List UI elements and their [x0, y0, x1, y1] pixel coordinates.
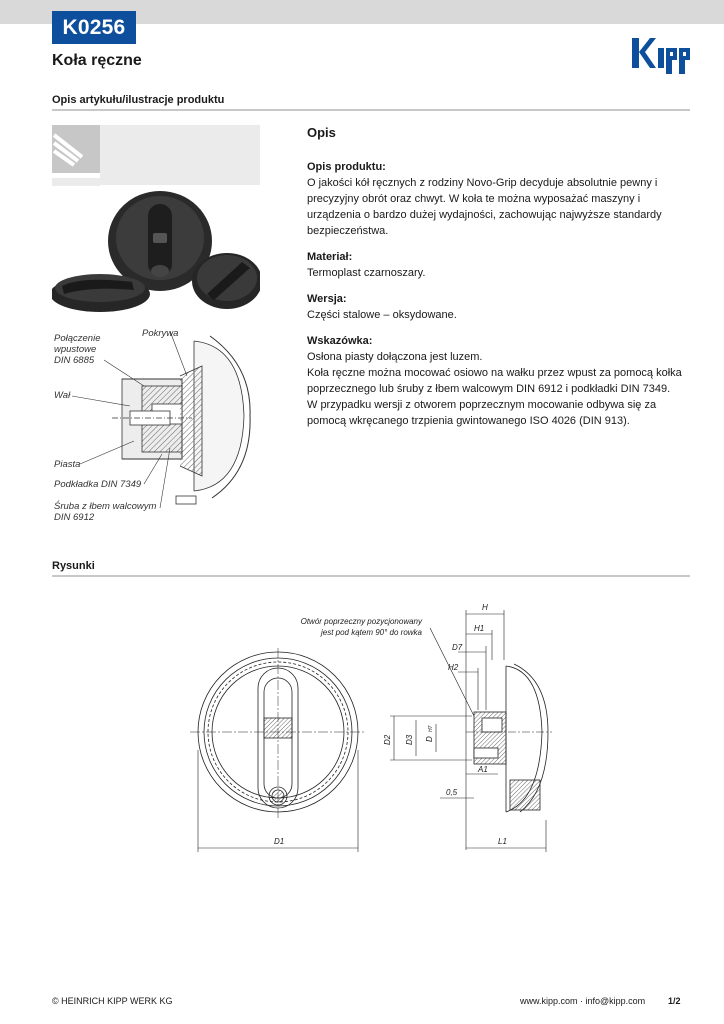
product-illustration — [52, 186, 260, 540]
material-label: Materiał: — [307, 251, 353, 263]
product-code-badge: K0256 — [52, 11, 136, 44]
description-heading: Opis — [307, 125, 336, 140]
product-text: O jakości kół ręcznych z rodziny Novo-Grip decyduje absolutnie pewny i precyzyjny obrót oraz chwyt. W koła te można wyposażać maszyny i urządzenia o bardzo dużej wydajności, zachowując najwyższe standardy bezpieczeństwa. — [307, 177, 662, 237]
callout-hub: Piasta — [54, 459, 81, 470]
version-text: Części stalowe – oksydowane. — [307, 309, 457, 321]
callout-connection-2: wpustowe — [54, 344, 97, 355]
page-title: Koła ręczne — [52, 52, 142, 69]
footer-copyright: © HEINRICH KIPP WERK KG — [52, 996, 173, 1006]
photo-frame-top — [100, 125, 260, 185]
footer-contact: www.kipp.com · info@kipp.com — [520, 996, 646, 1006]
description-panel — [307, 125, 692, 439]
section-heading-illustrations: Opis artykułu/ilustracje produktu — [52, 94, 225, 106]
note-label: Wskazówka: — [307, 335, 373, 347]
note-line: Osłona piasty dołączona jest luzem. — [307, 351, 483, 363]
category-icon — [52, 125, 100, 173]
dim-gap: 0,5 — [446, 788, 458, 797]
dim-H1: H1 — [474, 624, 485, 633]
callout-screw: Śruba z łbem walcowym — [54, 501, 157, 512]
callout-screw-2: DIN 6912 — [54, 512, 95, 523]
dim-H2: H2 — [448, 663, 459, 672]
side-view — [466, 664, 552, 812]
product-label: Opis produktu: — [307, 161, 386, 173]
dim-H: H — [482, 603, 488, 612]
callout-connection: Połączenie — [54, 333, 101, 344]
note-line: Koła ręczne można mocować osiowo na wałku przez wpust za pomocą kołka poprzecznego lub śruby z łbem walcowym DIN 6912 i podkładki DIN 7349. — [307, 367, 682, 395]
callout-connection-3: DIN 6885 — [54, 355, 95, 366]
handwheel-photo — [52, 191, 260, 312]
dim-D: D — [425, 736, 434, 742]
section-divider — [52, 575, 690, 577]
note-line: W przypadku wersji z otworem poprzecznym mocowanie odbywa się za pomocą wkręcanego trzpienia gwintowanego ISO 4026 (DIN 913). — [307, 399, 657, 427]
drawing-note-line2: jest pod kątem 90° do rowka — [320, 628, 422, 637]
callout-cover: Pokrywa — [142, 328, 179, 339]
material-text: Termoplast czarnoszary. — [307, 267, 426, 279]
dim-D7: D7 — [452, 643, 463, 652]
kipp-logo — [630, 32, 692, 74]
dim-L1: L1 — [498, 837, 507, 846]
callout-shaft: Wał — [54, 390, 71, 401]
dim-D1: D1 — [274, 837, 285, 846]
dim-D2: D2 — [383, 734, 392, 745]
callout-washer: Podkładka DIN 7349 — [54, 479, 142, 490]
photo-frame-strip — [52, 178, 100, 186]
section-heading-drawings: Rysunki — [52, 560, 95, 572]
drawing-note-line1: Otwór poprzeczny pozycjonowany — [300, 617, 422, 626]
section-divider — [52, 109, 690, 111]
dim-D-tol: H7 — [428, 725, 434, 732]
page-number: 1/2 — [668, 996, 681, 1006]
front-view — [190, 648, 366, 818]
technical-drawing — [190, 600, 560, 860]
dim-D3: D3 — [405, 734, 414, 745]
dim-A1: A1 — [478, 765, 488, 774]
version-label: Wersja: — [307, 293, 347, 305]
